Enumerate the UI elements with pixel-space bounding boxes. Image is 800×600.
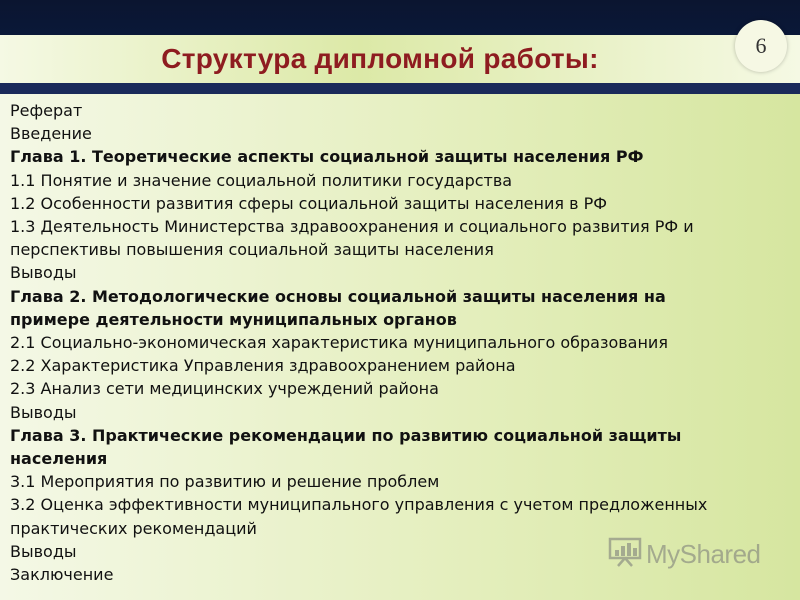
content-area xyxy=(0,94,800,600)
slide-title: Структура дипломной работы: xyxy=(161,43,599,74)
chapter-heading: Глава 1. Теоретические аспекты социальной защиты населения РФ xyxy=(10,147,644,167)
outline-line: 1.3 Деятельность Министерства здравоохранения и социального развития РФ и xyxy=(10,217,694,237)
outline-line: Введение xyxy=(10,124,92,144)
top-bar xyxy=(0,0,800,35)
outline-line: 2.1 Социально-экономическая характеристика муниципального образования xyxy=(10,333,668,353)
watermark xyxy=(608,538,761,570)
outline-line: 3.2 Оценка эффективности муниципального управления с учетом предложенных xyxy=(10,495,708,515)
presentation-board-icon xyxy=(608,537,642,571)
outline-line: 3.1 Мероприятия по развитию и решение проблем xyxy=(10,472,440,492)
outline-line: Реферат xyxy=(10,101,83,120)
separator-bar xyxy=(0,83,800,94)
page-number-badge xyxy=(735,20,787,72)
chapter-heading: Глава 2. Методологические основы социальной защиты населения на xyxy=(10,286,666,306)
outline-line: 2.2 Характеристика Управления здравоохранением района xyxy=(10,356,516,376)
outline-line: Выводы xyxy=(10,263,77,283)
outline-line: 2.3 Анализ сети медицинских учреждений района xyxy=(10,379,439,399)
outline-line: 1.2 Особенности развития сферы социальной защиты населения в РФ xyxy=(10,193,608,213)
chapter-heading: Глава 3. Практические рекомендации по развитию социальной защиты xyxy=(10,425,682,445)
outline-line: Заключение xyxy=(10,565,114,585)
outline-line: практических рекомендаций xyxy=(10,518,257,538)
title-band xyxy=(0,35,800,83)
chapter-heading: примере деятельности муниципальных органов xyxy=(10,309,457,329)
outline-line: Выводы xyxy=(10,541,77,561)
chapter-heading: населения xyxy=(10,449,108,469)
outline-line: 1.1 Понятие и значение социальной политики государства xyxy=(10,170,513,190)
outline-line: перспективы повышения социальной защиты населения xyxy=(10,240,494,260)
outline-list xyxy=(10,99,790,586)
page-number: 6 xyxy=(755,33,767,58)
watermark-text: MyShared xyxy=(646,538,761,569)
outline-line: Выводы xyxy=(10,402,77,422)
